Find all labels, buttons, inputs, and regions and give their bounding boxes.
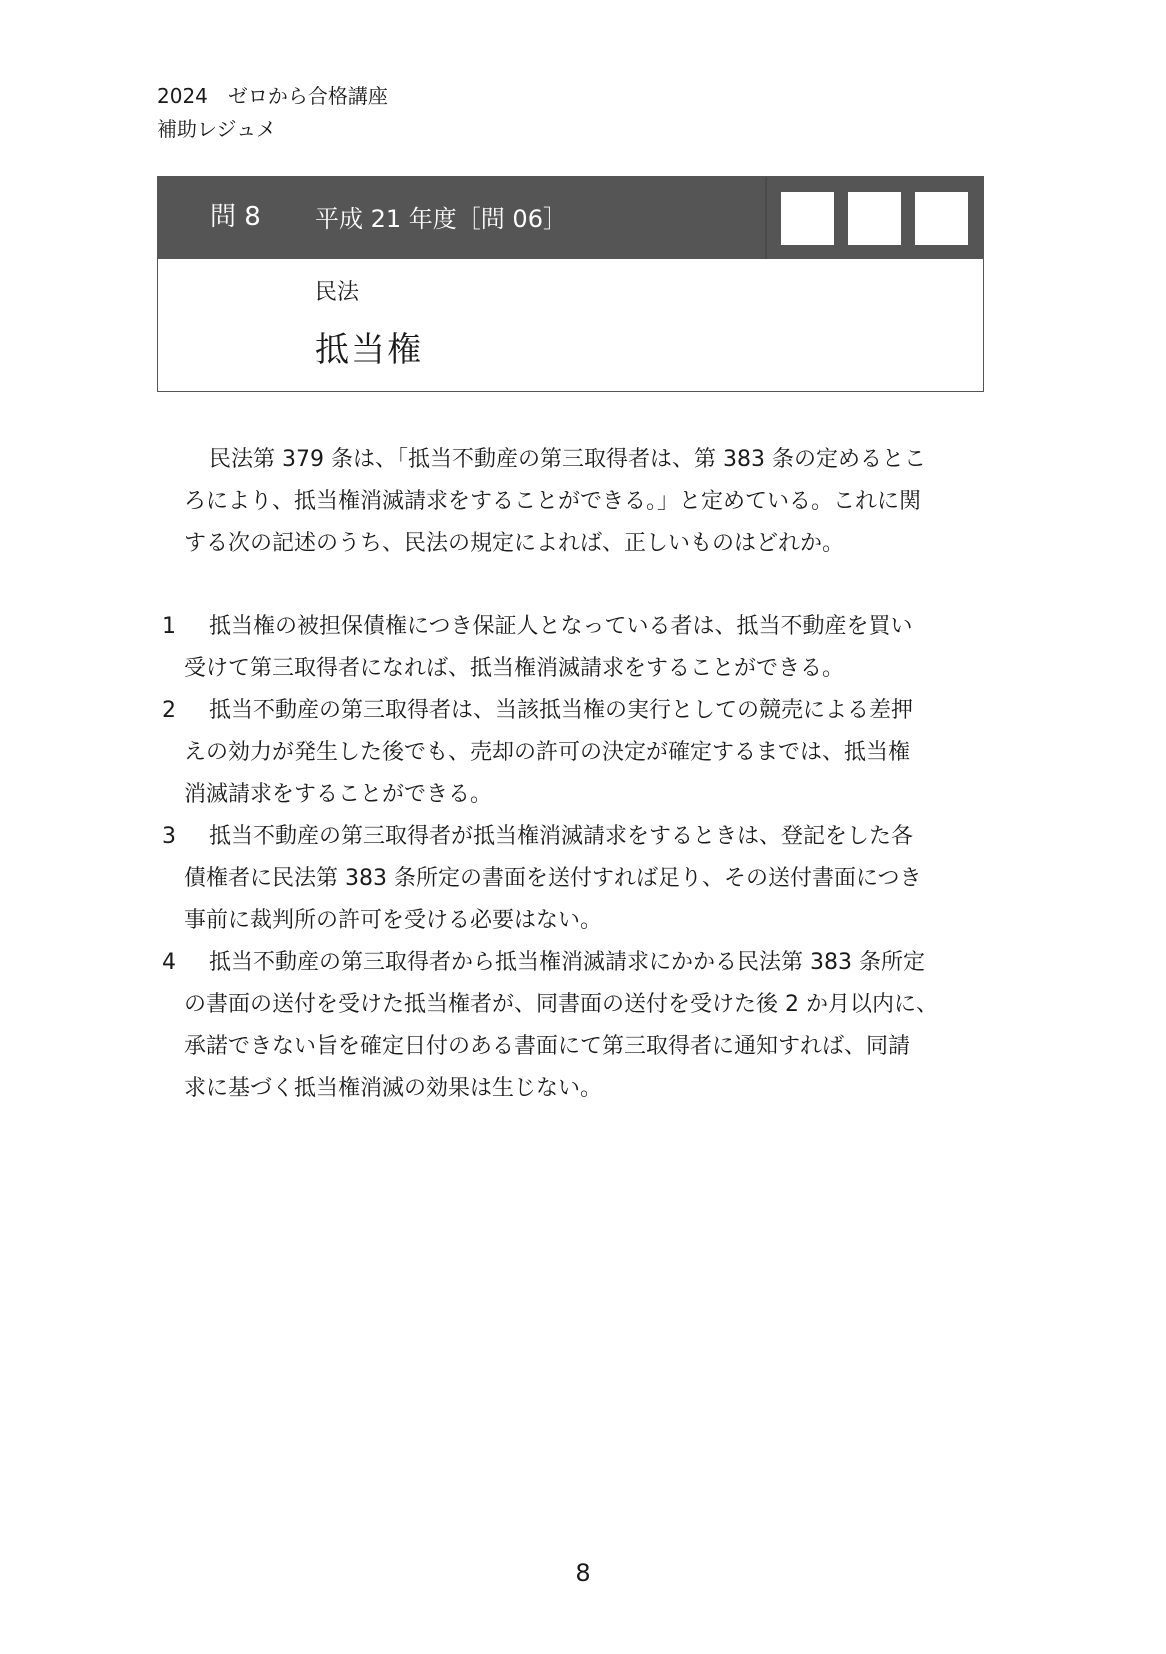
option-text-line: 抵当不動産の第三取得者が抵当権消滅請求をするときは、登記をした各 [209,824,914,849]
question-text-line: する次の記述のうち、民法の規定によれば、正しいものはどれか。 [184,531,845,556]
option-text-line: 求に基づく抵当権消滅の効果は生じない。 [184,1076,603,1101]
question-year: 平成 21 年度［問 06］ [315,205,567,233]
question-subject: 民法 [315,280,360,305]
title-bar-divider [765,177,767,259]
option-text-line: 受けて第三取得者になれば、抵当権消滅請求をすることができる。 [184,656,845,681]
option-number: 3 [162,824,176,849]
question-number: 問 8 [210,202,261,232]
page-number: 8 [575,1559,591,1587]
option-text-line: 抵当不動産の第三取得者は、当該抵当権の実行としての競売による差押 [209,698,914,723]
question-text-line: 民法第 379 条は、「抵当不動産の第三取得者は、第 383 条の定めるとこ [209,447,926,472]
check-box-3[interactable] [915,192,968,245]
option-number: 2 [162,698,176,723]
question-text-line: ろにより、抵当権消滅請求をすることができる。」と定めている。これに関 [184,489,922,514]
option-text-line: 抵当権の被担保債権につき保証人となっている者は、抵当不動産を買い [209,614,913,639]
question-title-bar [158,177,983,259]
question-header-box [157,176,984,392]
option-number: 4 [162,950,176,975]
question-topic: 抵当権 [315,330,423,370]
option-text-line: の書面の送付を受けた抵当権者が、同書面の送付を受けた後 2 か月以内に、 [184,992,938,1017]
check-box-2[interactable] [848,192,901,245]
option-text-line: 承諾できない旨を確定日付のある書面にて第三取得者に通知すれば、同請 [184,1034,911,1059]
document-subtitle: 補助レジュメ [157,117,277,141]
course-title: 2024 ゼロから合格講座 [157,84,388,108]
option-text-line: えの効力が発生した後でも、売却の許可の決定が確定するまでは、抵当権 [184,740,911,765]
option-text-line: 債権者に民法第 383 条所定の書面を送付すれば足り、その送付書面につき [184,866,922,891]
option-text-line: 抵当不動産の第三取得者から抵当権消滅請求にかかる民法第 383 条所定 [209,950,925,975]
option-number: 1 [162,614,176,639]
option-text-line: 事前に裁判所の許可を受ける必要はない。 [184,908,603,933]
check-box-1[interactable] [781,192,834,245]
option-text-line: 消滅請求をすることができる。 [184,782,493,807]
